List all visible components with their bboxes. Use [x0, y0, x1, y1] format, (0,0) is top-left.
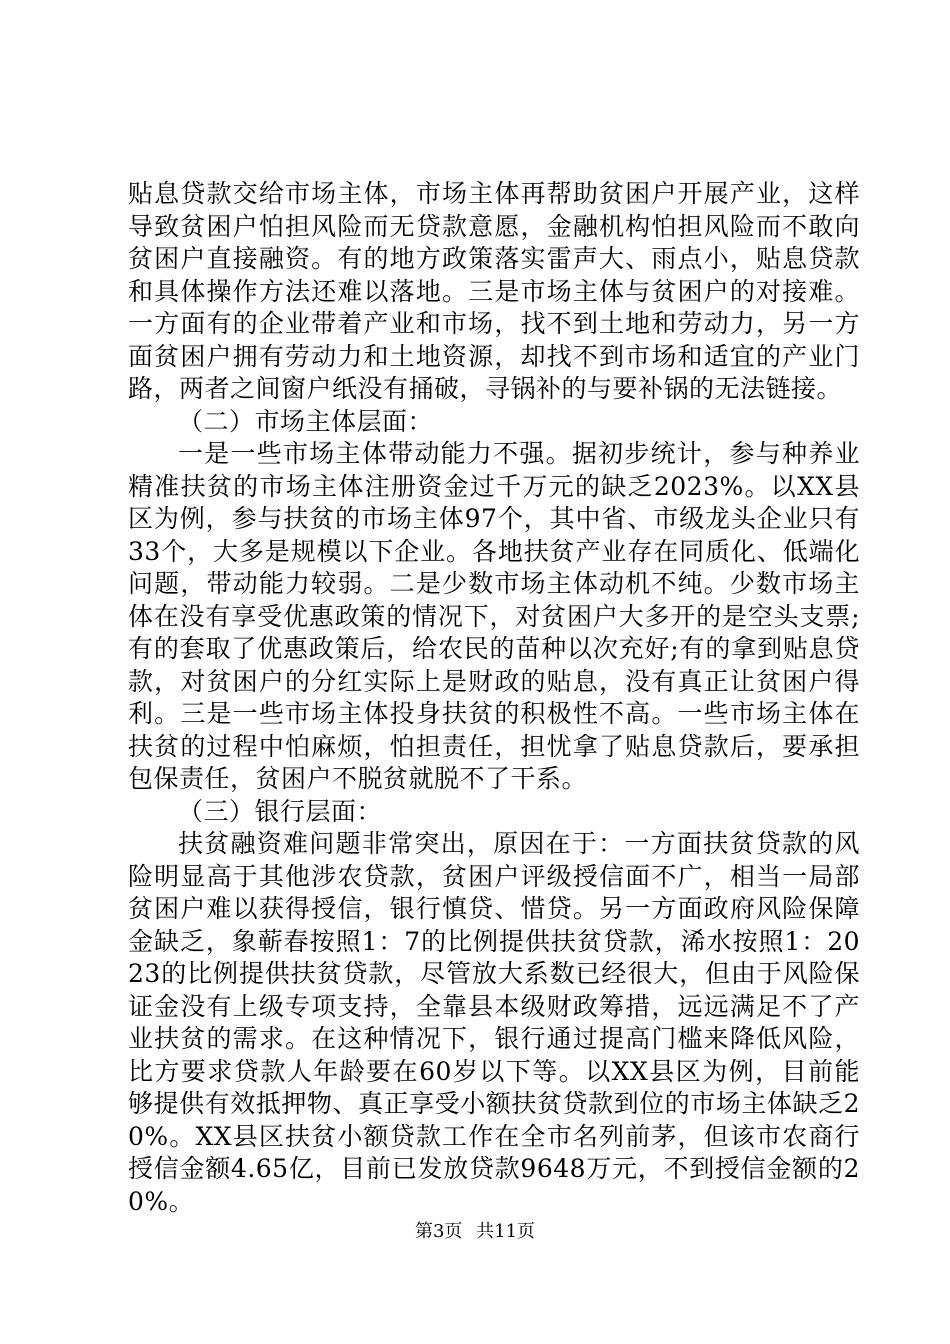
page-total: 共11页 — [476, 1221, 536, 1242]
paragraph-3: 扶贫融资难问题非常突出，原因在于：一方面扶贫贷款的风险明显高于其他涉农贷款，贫困户评级授信面不广，相当一局部贫困户难以获得授信，银行慎贷、惜贷。另一方面政府风险保障金缺乏，象蕲春按照1：7的比例提供扶贫贷款，浠水按照1：2023的比例提供扶贫贷款，尽管放大系数已经很大，但由于风险保证金没有上级专项支持，全靠县本级财政筹措，远远满足不了产业扶贫的需求。在这种情况下，银行通过提高门槛来降低风险，比方要求贷款人年龄要在60岁以下等。以XX县区为例，目前能够提供有效抵押物、真正享受小额扶贫贷款到位的市场主体缺乏20%。XX县区扶贫小额贷款工作在全市名列前茅，但该市农商行授信金额4.65亿，目前已发放贷款9648万元，不到授信金额的20%。 — [128, 829, 860, 1216]
section-heading-2: （二）市场主体层面： — [178, 406, 434, 436]
section-heading-3: （三）银行层面： — [178, 796, 383, 826]
paragraph-2: 一是一些市场主体带动能力不强。据初步统计，参与种养业精准扶贫的市场主体注册资金过千万元的缺乏2023%。以XX县区为例，参与扶贫的市场主体97个，其中省、市级龙头企业只有33个，大多是规模以下企业。各地扶贫产业存在同质化、低端化问题，带动能力较弱。二是少数市场主体动机不纯。少数市场主体在没有享受优惠政策的情况下，对贫困户大多开的是空头支票;有的套取了优惠政策后，给农民的苗种以次充好;有的拿到贴息贷款，对贫困户的分红实际上是财政的贴息，没有真正让贫困户得利。三是一些市场主体投身扶贫的积极性不高。一些市场主体在扶贫的过程中怕麻烦，怕担责任，担忧拿了贴息贷款后，要承担包保责任，贫困户不脱贫就脱不了干系。 — [128, 439, 860, 793]
page-footer — [0, 1217, 950, 1243]
document-body — [128, 178, 860, 1218]
paragraph-1: 贴息贷款交给市场主体，市场主体再帮助贫困户开展产业，这样导致贫困户怕担风险而无贷款意愿，金融机构怕担风险而不敢向贫困户直接融资。有的地方政策落实雷声大、雨点小，贴息贷款和具体操作方法还难以落地。三是市场主体与贫困户的对接难。一方面有的企业带着产业和市场，找不到土地和劳动力，另一方面贫困户拥有劳动力和土地资源，却找不到市场和适宜的产业门路，两者之间窗户纸没有捅破，寻锅补的与要补锅的无法链接。 — [128, 179, 860, 403]
page-number: 第3页 — [414, 1221, 463, 1242]
